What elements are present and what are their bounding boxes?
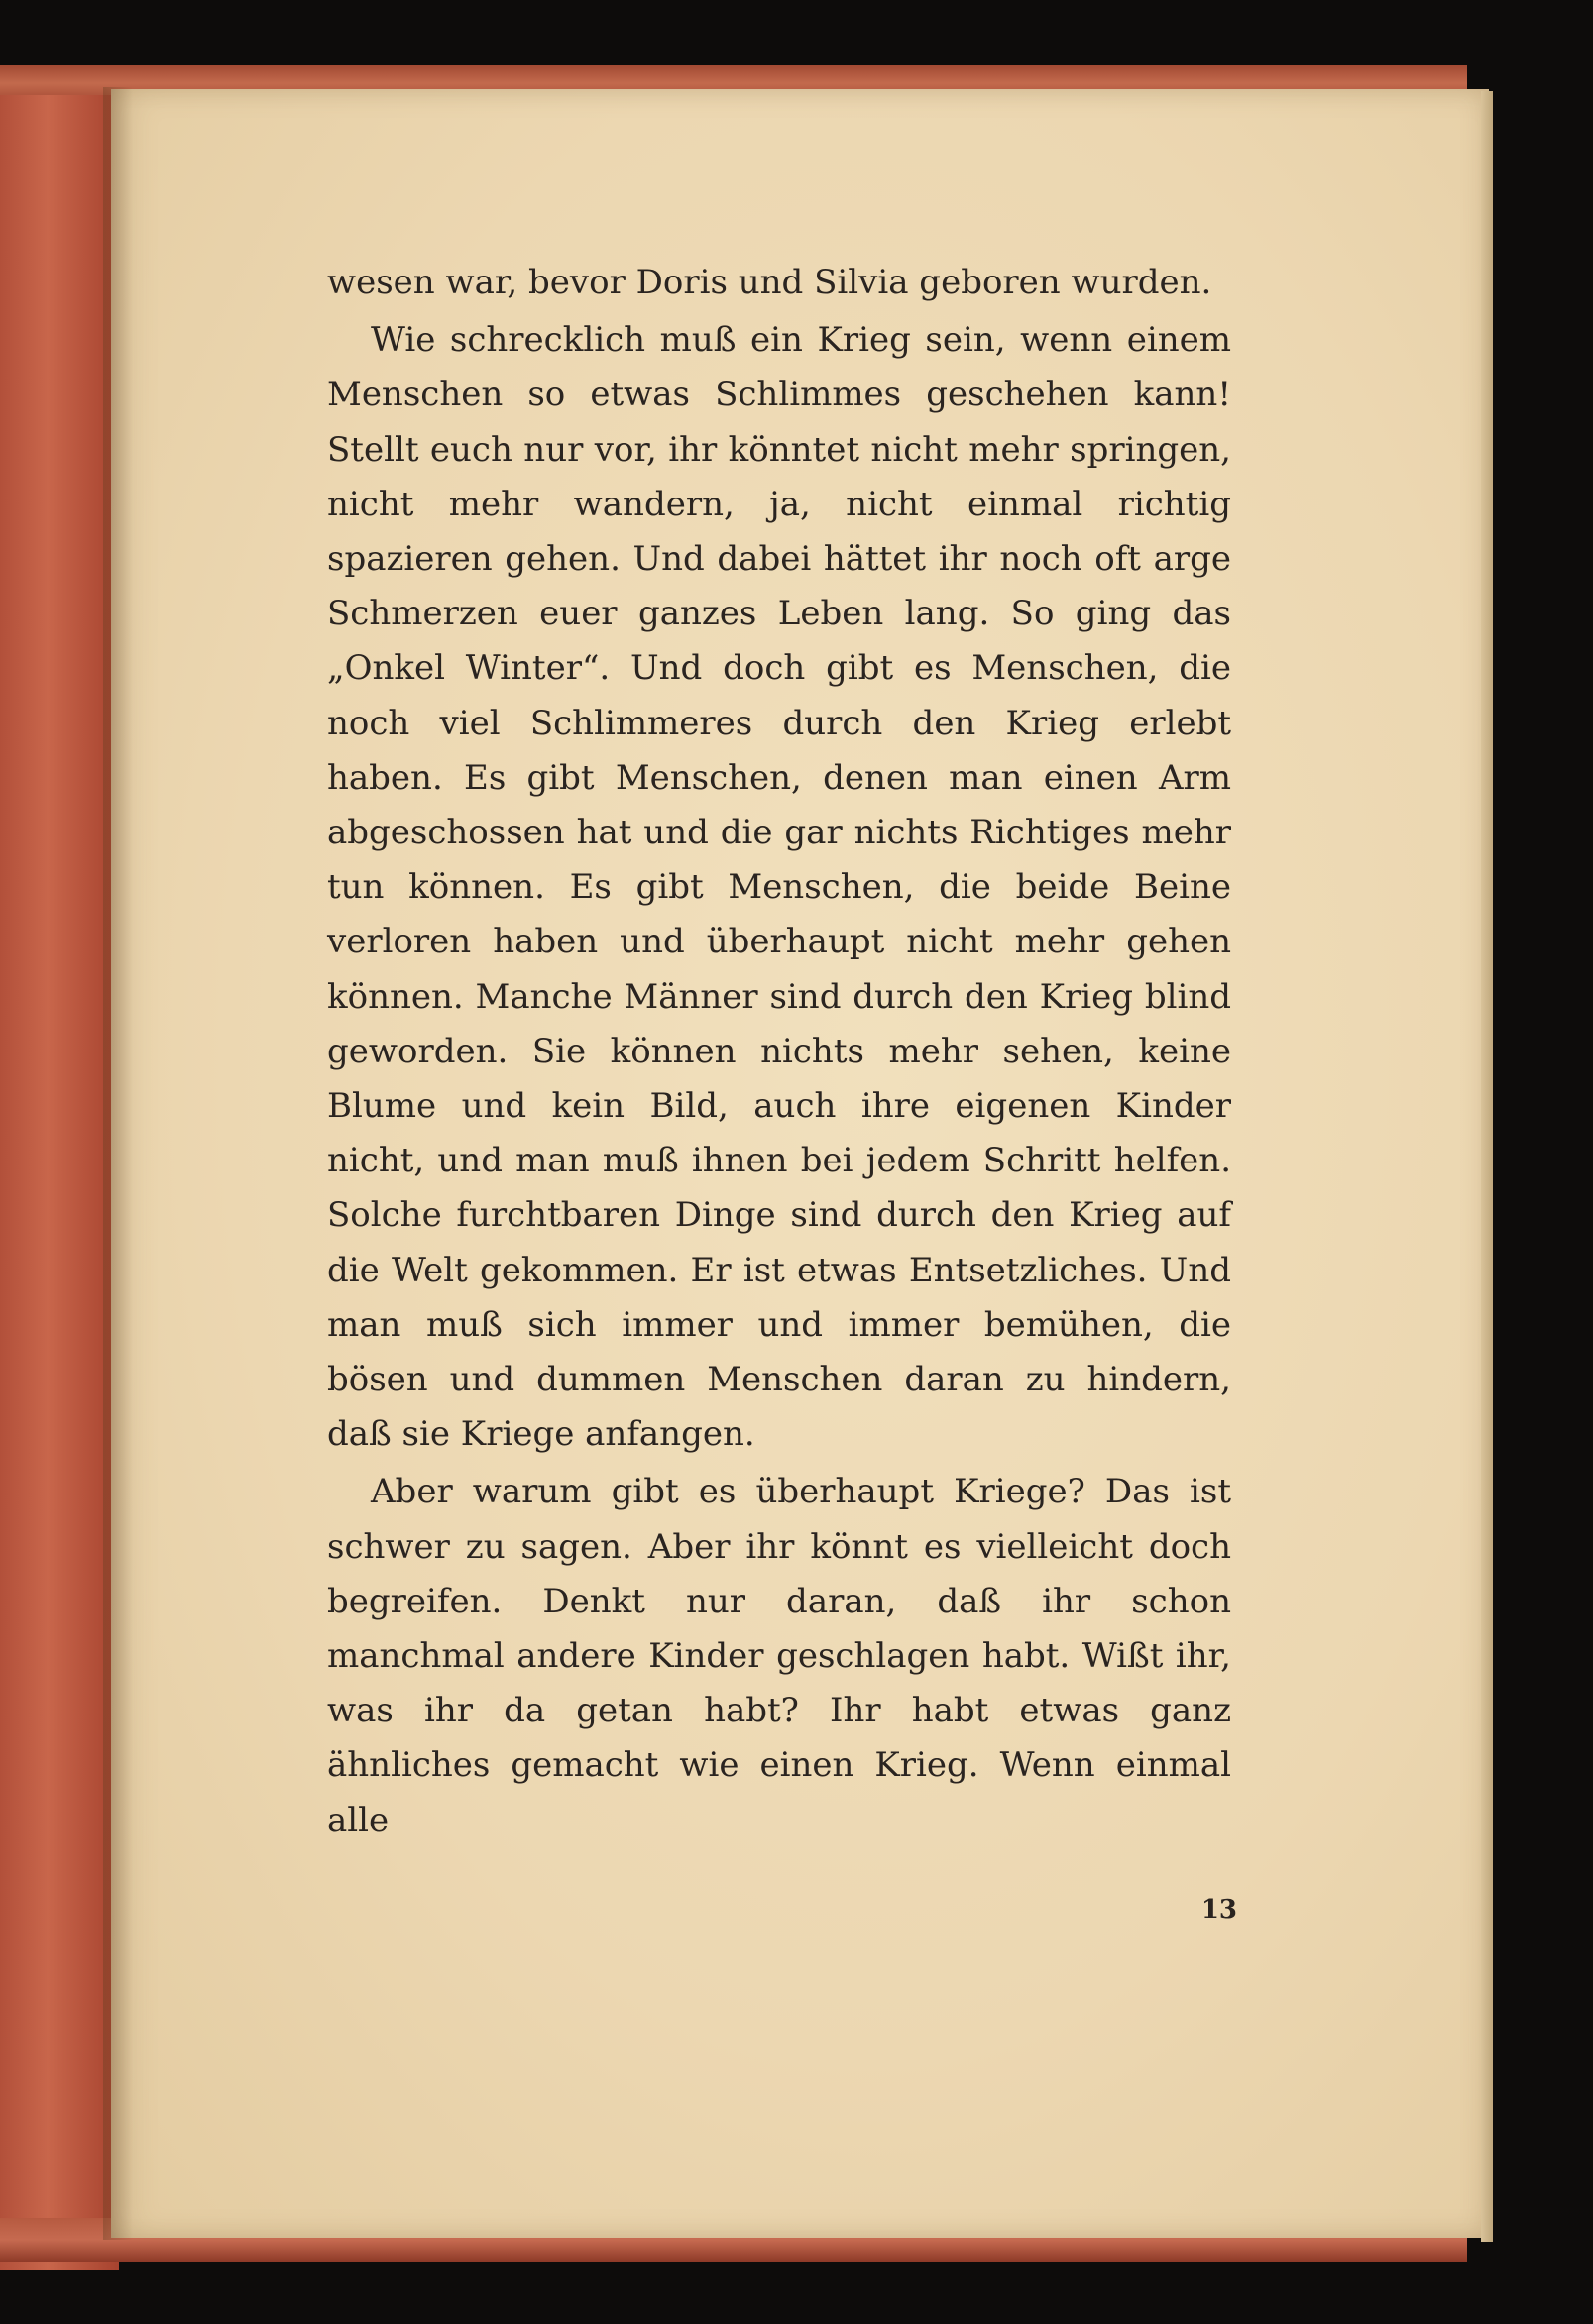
paragraph-1: wesen war, bevor Doris und Silvia geboren wurden. — [327, 263, 1212, 302]
body-text — [327, 256, 1231, 1848]
page-edge — [1481, 91, 1493, 2242]
book-binding-left — [0, 65, 119, 2270]
page-gutter-shadow — [103, 87, 133, 2240]
page-number: 13 — [1200, 1895, 1237, 1925]
paragraph-3: Aber warum gibt es überhaupt Kriege? Das ist schwer zu sagen. Aber ihr könnt es vielleicht doch begreifen. Denkt nur daran, daß ihr schon manchmal andere Kinder geschlagen habt. Wißt ihr, was ihr da getan habt? Ihr habt etwas ganz ähnliches gemacht wie einen Krieg. Wenn einmal alle — [327, 1472, 1231, 1840]
paragraph-2: Wie schrecklich muß ein Krieg sein, wenn einem Menschen so etwas Schlimmes geschehen kann! Stellt euch nur vor, ihr könntet nicht mehr springen, nicht mehr wandern, ja, nicht einmal richtig spazieren gehen. Und dabei hättet ihr noch oft arge Schmerzen euer ganzes Leben lang. So ging das „Onkel Winter“. Und doch gibt es Menschen, die noch viel Schlimmeres durch den Krieg erlebt haben. Es gibt Menschen, denen man einen Arm abgeschossen hat und die gar nichts Richtiges mehr tun können. Es gibt Menschen, die beide Beine verloren haben und überhaupt nicht mehr gehen können. Manche Männer sind durch den Krieg blind geworden. Sie können nichts mehr sehen, keine Blume und kein Bild, auch ihre eigenen Kinder nicht, und man muß ihnen bei jedem Schritt helfen. Solche furchtbaren Dinge sind durch den Krieg auf die Welt gekommen. Er ist etwas Entsetzliches. Und man muß sich immer und immer bemühen, die bösen und dummen Menschen daran zu hindern, daß sie Kriege anfangen. — [327, 320, 1231, 1455]
